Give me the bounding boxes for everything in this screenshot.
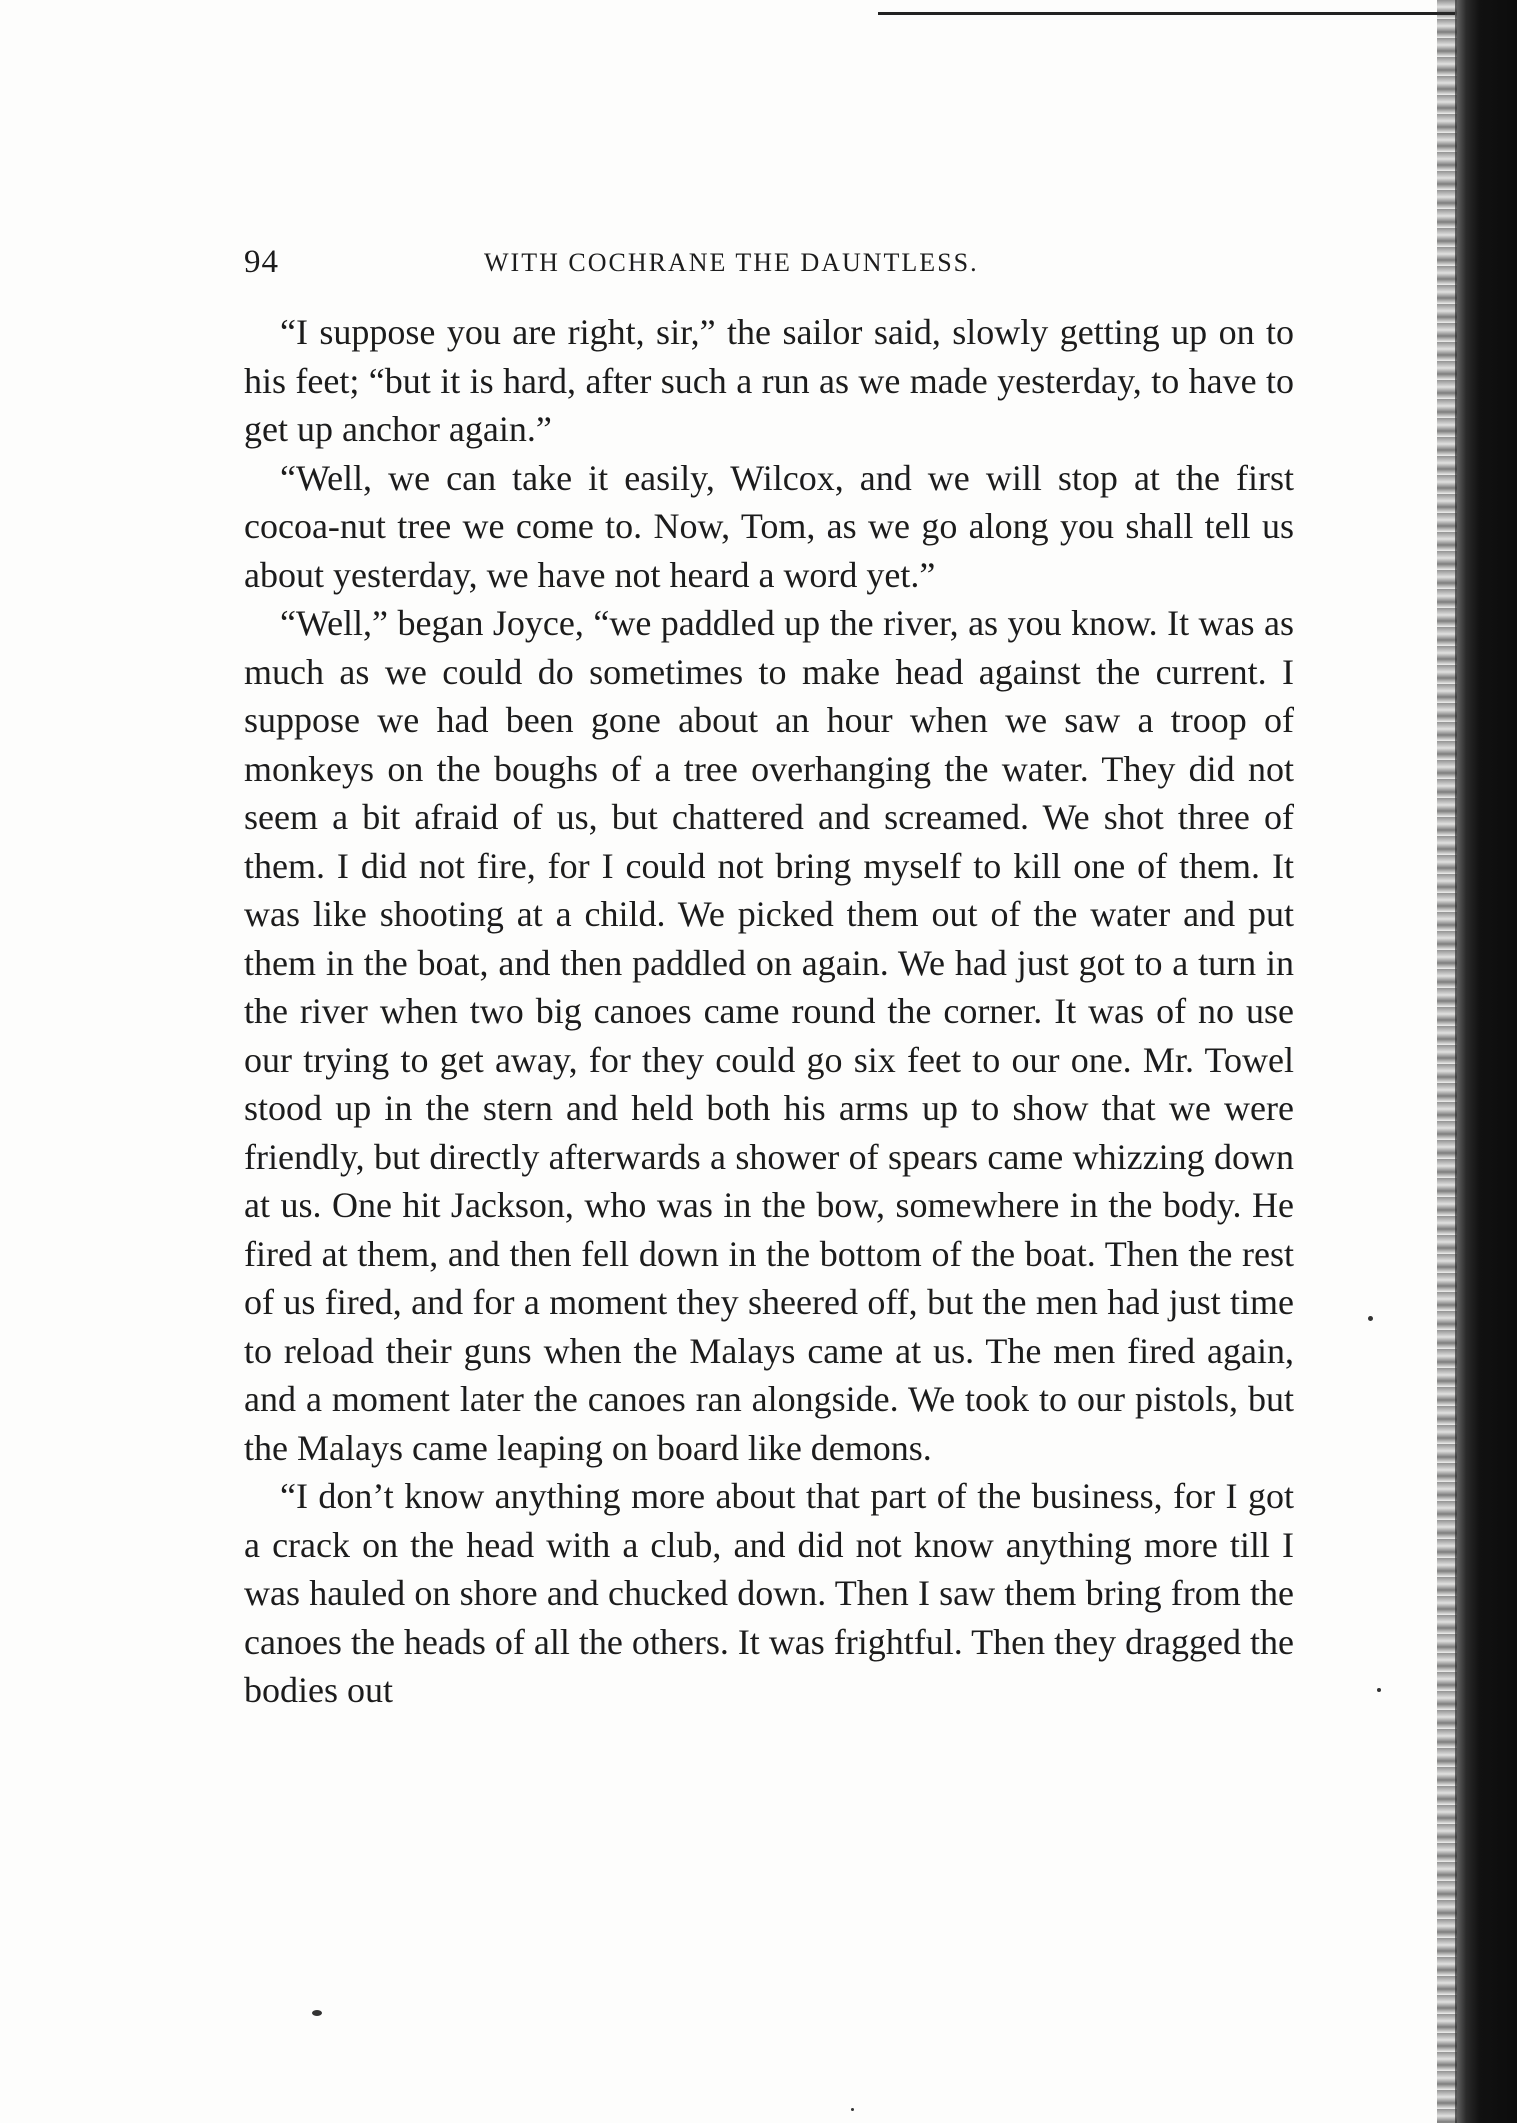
paragraph: “Well, we can take it easily, Wilcox, and we will stop at the first cocoa-nut tree we come to. Now, Tom, as we go along you shall tell us about yesterday, we have not heard a word yet.”	[244, 457, 1294, 595]
paragraph: “I don’t know anything more about that part of the business, for I got a crack on the head with a club, and did not know anything more till I was hauled on shore and chucked down. Then I saw them bring from the canoes the heads of all the others. It was frightful. Then they dragged the bodies out	[244, 1476, 1294, 1710]
paragraph: “I suppose you are right, sir,” the sailor said, slowly getting up on to his feet; “but it is hard, after such a run as we made yesterday, to have to get up anchor again.”	[244, 312, 1294, 449]
binding-edge	[1455, 0, 1517, 2123]
page-number: 94	[244, 244, 279, 280]
top-edge-rule	[878, 12, 1468, 15]
ink-speck	[1368, 1316, 1373, 1321]
page-header	[244, 244, 1294, 284]
body-text	[244, 308, 1294, 1715]
ink-speck	[312, 2010, 322, 2016]
running-head: WITH COCHRANE THE DAUNTLESS.	[484, 248, 979, 277]
ink-speck	[851, 2108, 854, 2111]
ink-speck	[1377, 1688, 1381, 1692]
paragraph: “Well,” began Joyce, “we paddled up the river, as you know. It was as much as we could do sometimes to make head against the current. I suppose we had been gone about an hour when we saw a troop of monkeys on the boughs of a tree overhanging the water. They did not seem a bit afraid of us, but chattered and screamed. We shot three of them. I did not fire, for I could not bring myself to kill one of them. It was like shooting at a child. We picked them out of the water and put them in the boat, and then paddled on again. We had just got to a turn in the river when two big canoes came round the corner. It was of no use our trying to get away, for they could go six feet to our one. Mr. Towel stood up in the stern and held both his arms up to show that we were friendly, but directly afterwards a shower of spears came whizzing down at us. One hit Jackson, who was in the bow, somewhere in the body. He fired at them, and then fell down in the bottom of the boat. Then the rest of us fired, and for a moment they sheered off, but the men had just time to reload their guns when the Malays came at us. The men fired again, and a moment later the canoes ran alongside. We took to our pistols, but the Malays came leaping on board like demons.	[244, 603, 1294, 1468]
